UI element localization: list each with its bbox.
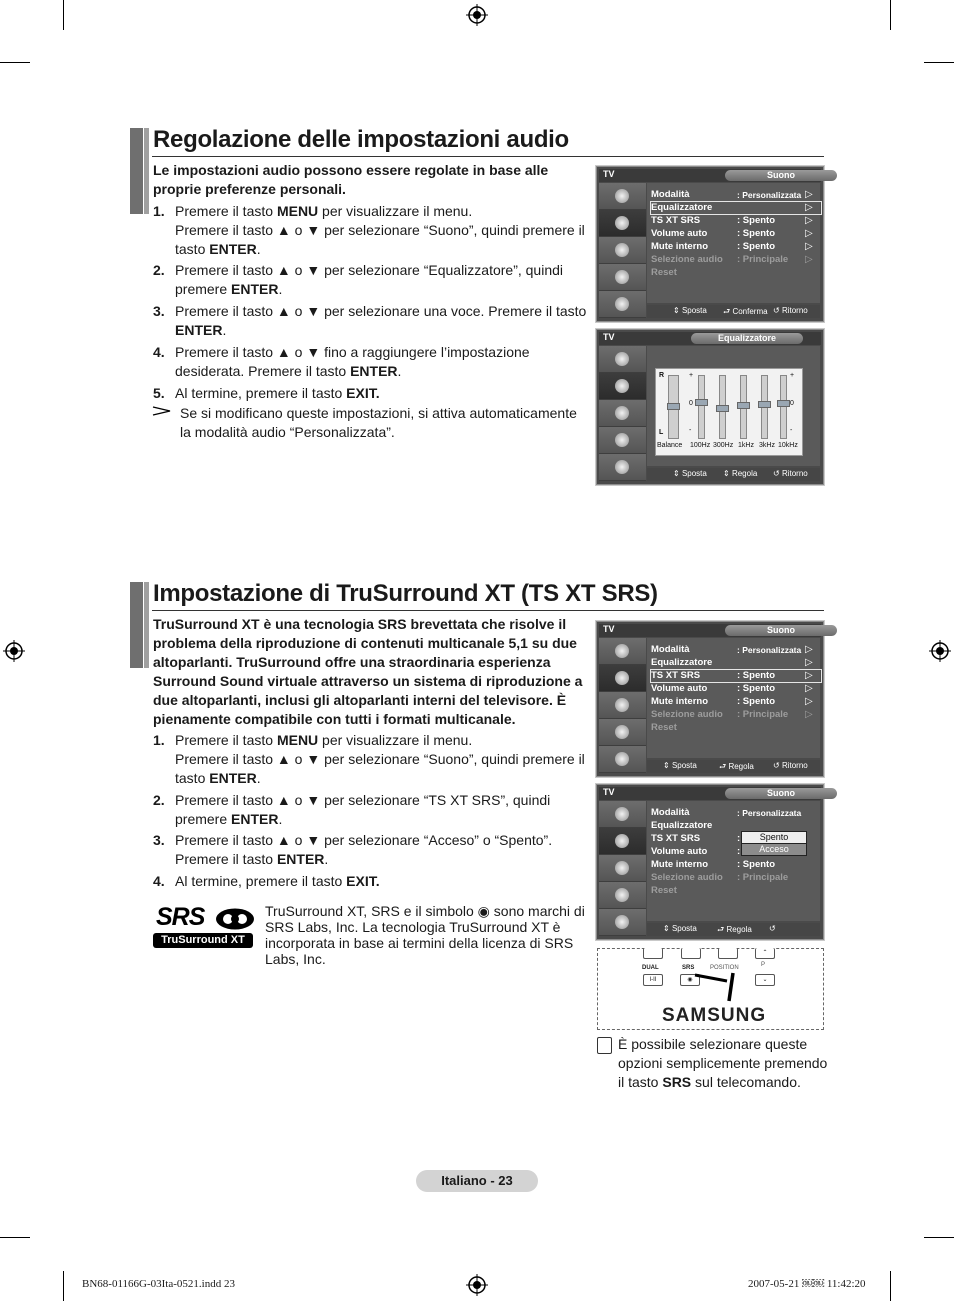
registration-mark-icon (466, 4, 488, 26)
menu-row[interactable]: Selezione audio : Principale ▷ (651, 709, 813, 720)
step-item (153, 791, 593, 829)
step-number: 3. (153, 832, 165, 848)
registration-mark-icon (929, 640, 951, 662)
registration-mark-icon (3, 640, 25, 662)
srs-remote-button: ◉ (680, 974, 700, 986)
menu-row[interactable]: Reset (651, 722, 677, 733)
menu-row[interactable]: Volume auto : Spento ▷ (651, 683, 813, 694)
step-item (153, 731, 593, 788)
note-icon (597, 1037, 612, 1054)
step-number: 4. (153, 344, 165, 360)
menu-row[interactable]: TS XT SRS : (651, 833, 741, 844)
step-text: Al termine, premere il tasto EXIT. (175, 873, 380, 889)
menu-row[interactable]: Selezione audio : Principale (651, 872, 789, 883)
registration-mark-icon (466, 1274, 488, 1296)
menu-row[interactable]: Reset (651, 885, 677, 896)
menu-row[interactable]: Volume auto : Spento ▷ (651, 228, 813, 239)
step-text: Premere il tasto MENU per visualizzare il menu. Premere il tasto ▲ o ▼ per selezionare “Suono”, quindi premere il tasto ENTER. (175, 732, 585, 786)
tv-menu-suono-tsxt: TV Suono Modalità : Personalizzata ▷ Equalizzatore ▷ TS XT SRS : Spento ▷ Volume auto : Spento ▷ Mute interno : Spento ▷ Selezione audio : Principale ▷ Reset ⇕ Sposta ⮐ Regola ↺ Ritorno (596, 621, 824, 777)
step-text: Premere il tasto MENU per visualizzare il menu. Premere il tasto ▲ o ▼ per selezionare “Suono”, quindi premere il tasto ENTER. (175, 203, 585, 257)
menu-footer: ⇕ Sposta ⮐ Conferma ↺ Ritorno (647, 305, 820, 318)
tip-text: È possibile selezionare queste opzioni semplicemente premendo il tasto SRS sul telecomando. (618, 1036, 828, 1090)
menu-row[interactable]: Mute interno : Spento (651, 859, 775, 870)
step-item (153, 343, 593, 381)
menu-footer: ⇕ Sposta ⮐ Regola ↺ (647, 923, 820, 936)
popup-option-selected: Spento (741, 831, 807, 844)
step-item (153, 831, 593, 869)
menu-row[interactable]: Modalità : Personalizzata (651, 807, 802, 818)
step-item (153, 302, 593, 340)
step-text: Premere il tasto ▲ o ▼ per selezionare “Equalizzatore”, quindi premere ENTER. (175, 262, 564, 297)
date-imprint: 2007-05-21 ￼￼ 11:42:20 (748, 1278, 866, 1290)
note-text: Se si modificano queste impostazioni, si attiva automaticamente la modalità audio “Personalizzata”. (180, 405, 577, 440)
menu-row[interactable]: Modalità : Personalizzata ▷ (651, 644, 813, 655)
menu-row[interactable]: Equalizzatore ▷ (651, 202, 821, 214)
menu-list (647, 638, 820, 758)
menu-footer: ⇕ Sposta ⇕ Regola ↺ Ritorno (647, 468, 820, 481)
section-title: Impostazione di TruSurround XT (TS XT SRS) (153, 580, 658, 607)
section-intro: TruSurround XT è una tecnologia SRS brevettata che risolve il problema della riproduzione di contenuti multicanale 5,1 su due altoparlanti. TruSurround offre una straordinaria esperienza Surround Sound virtuale attraverso un sistema di riproduzione a due altoparlanti, inclusi gli altoparlanti interni del televisore. È pienamente compatibile con tutti i formati multicanale. (153, 616, 583, 727)
menu-row[interactable]: Equalizzatore ▷ (651, 657, 813, 668)
page-number: Italiano - 23 (416, 1170, 538, 1192)
section-bar (130, 582, 143, 668)
step-item (153, 384, 593, 403)
step-number: 2. (153, 262, 165, 278)
step-number: 4. (153, 873, 165, 889)
trademark-text: TruSurround XT, SRS e il simbolo ◉ sono marchi di SRS Labs, Inc. La tecnologia TruSurround XT è incorporata in base ai termini della licenza di SRS Labs, Inc. (265, 903, 585, 967)
srs-logo: SRS TruSurround XT (153, 905, 255, 949)
section-bar-accent (144, 128, 149, 214)
step-number: 2. (153, 792, 165, 808)
tv-menu-suono: TV Suono Modalità : Personalizzata ▷ Equalizzatore ▷ TS XT SRS : Spento ▷ Volume auto : Spento ▷ Mute interno : Spento ▷ Selezione audio : Principale ▷ Reset ⇕ Sposta ⮐ Conferma ↺ Ritorno (596, 166, 824, 322)
menu-row[interactable]: Mute interno : Spento ▷ (651, 241, 813, 252)
section-rule (152, 610, 824, 611)
menu-row[interactable]: Reset (651, 267, 677, 278)
popup-option: Acceso (741, 843, 807, 856)
menu-row[interactable]: TS XT SRS : Spento ▷ (651, 215, 813, 226)
samsung-logo: SAMSUNG (662, 1005, 767, 1026)
menu-row[interactable]: Modalità : Personalizzata ▷ (651, 189, 813, 200)
menu-list (647, 183, 820, 303)
menu-row[interactable]: Volume auto : (651, 846, 741, 857)
step-number: 1. (153, 203, 165, 219)
section-rule (152, 156, 824, 157)
step-item (153, 261, 593, 299)
tv-menu-equalizzatore: TV Equalizzatore R L + 0 - + 0 - Balance 100Hz 300Hz 1kHz 3kHz 10kHz ⇕ Sposta ⇕ Regola ↺ Ritorno (596, 329, 824, 485)
step-text: Al termine, premere il tasto EXIT. (175, 385, 380, 401)
step-item (153, 872, 593, 891)
step-item (153, 202, 593, 259)
tv-menu-suono-popup: TV Suono Modalità : Personalizzata Equalizzatore TS XT SRS : Volume auto : Mute interno : Spento Selezione audio : Principale Reset Spento Acceso ⇕ Sposta ⮐ Regola ↺ (596, 784, 824, 940)
section-bar (130, 128, 143, 214)
menu-row[interactable]: Selezione audio : Principale ▷ (651, 254, 813, 265)
step-text: Premere il tasto ▲ o ▼ per selezionare “TS XT SRS”, quindi premere ENTER. (175, 792, 551, 827)
menu-footer: ⇕ Sposta ⮐ Regola ↺ Ritorno (647, 760, 820, 773)
step-number: 5. (153, 385, 165, 401)
arrow-note-icon (152, 405, 172, 417)
menu-list (647, 801, 820, 921)
section-title: Regolazione delle impostazioni audio (153, 126, 569, 153)
step-text: Premere il tasto ▲ o ▼ per selezionare “Acceso” o “Spento”. Premere il tasto ENTER. (175, 832, 553, 867)
step-text: Premere il tasto ▲ o ▼ fino a raggiungere l’impostazione desiderata. Premere il tasto ENTER. (175, 344, 530, 379)
step-text: Premere il tasto ▲ o ▼ per selezionare una voce. Premere il tasto ENTER. (175, 303, 587, 338)
section-intro: Le impostazioni audio possono essere regolate in base alle proprie preferenze personali. (153, 162, 549, 197)
remote-control-illustration: ⌃ DUAL I-II SRS ◉ POSITION P ⌄ SAMSUNG (597, 948, 824, 1030)
section-bar-accent (144, 582, 149, 668)
menu-row[interactable]: Mute interno : Spento ▷ (651, 696, 813, 707)
step-number: 3. (153, 303, 165, 319)
menu-row[interactable]: Equalizzatore (651, 820, 713, 831)
step-number: 1. (153, 732, 165, 748)
file-imprint: BN68-01166G-03Ita-0521.indd 23 (82, 1278, 235, 1290)
menu-row[interactable]: TS XT SRS : Spento ▷ (651, 670, 821, 682)
equalizer-panel: R L + 0 - + 0 - Balance 100Hz 300Hz 1kHz 3kHz 10kHz (655, 368, 803, 456)
